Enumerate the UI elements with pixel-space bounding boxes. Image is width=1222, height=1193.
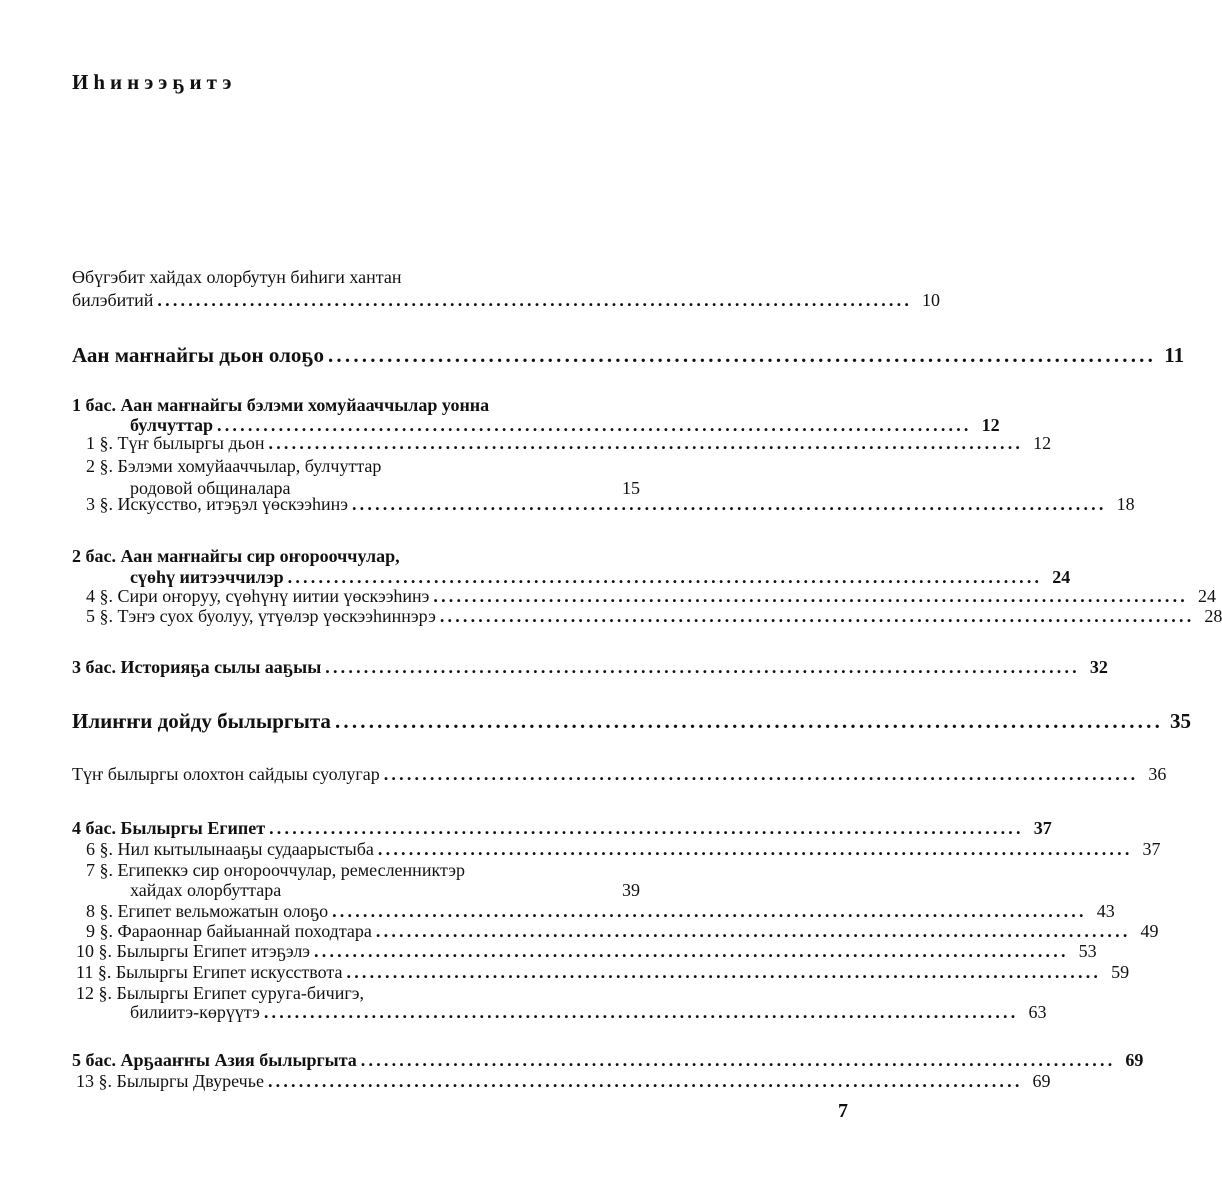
- dot-leader: ..................................................................................................: [433, 586, 1189, 606]
- toc-section-7-title[interactable]: [86, 859, 465, 881]
- dot-leader: ..................................................................................................: [360, 1050, 1116, 1070]
- section-number: 10 §.: [76, 941, 112, 961]
- toc-page-number: 69: [1032, 1071, 1051, 1091]
- section-title: Искусство, итэҕэл үөскээһинэ: [117, 494, 348, 514]
- section-title: Нил кытылынааҕы судаарыстыба: [117, 839, 374, 859]
- dot-leader: ..................................................................................................: [346, 962, 1102, 982]
- section-number: 5 §.: [86, 606, 113, 626]
- dot-leader: ..................................................................................................: [377, 839, 1133, 859]
- section-title-cont: билиитэ-көрүүтэ: [130, 1002, 260, 1022]
- dot-leader: ..................................................................................................: [157, 290, 913, 310]
- section-number: 6 §.: [86, 839, 113, 859]
- toc-page-number: 28: [1204, 606, 1222, 626]
- dot-leader: ..................................................................................................: [327, 343, 1157, 367]
- toc-section-12[interactable]: [130, 1001, 1047, 1023]
- section-number: 1 §.: [86, 433, 113, 453]
- toc-section-6[interactable]: [86, 838, 1161, 860]
- section-number: 4 §.: [86, 586, 113, 606]
- toc-section-10[interactable]: [76, 940, 1097, 962]
- toc-page-number: 12: [981, 415, 1000, 435]
- toc-chapter-title: 3 бас. Историяҕа сылы ааҕыы: [72, 657, 322, 677]
- toc-section-2-title[interactable]: [86, 455, 381, 477]
- section-number: 3 §.: [86, 494, 113, 514]
- dot-leader: ..................................................................................................: [314, 941, 1069, 961]
- dot-leader: ..................................................................................................: [287, 567, 1043, 587]
- toc-section-13[interactable]: [76, 1070, 1051, 1092]
- toc-page-number: 15: [622, 478, 640, 498]
- section-title: Былыргы Египет искусствота: [115, 962, 343, 982]
- dot-leader: ..................................................................................................: [267, 1071, 1023, 1091]
- toc-page-number: 10: [922, 290, 941, 310]
- section-title: Сири оҥоруу, сүөһүнү иитии үөскээһинэ: [117, 586, 430, 606]
- toc-entry-intro[interactable]: [72, 289, 941, 311]
- section-number: 7 §.: [86, 860, 113, 880]
- section-number: 9 §.: [86, 921, 113, 941]
- section-title-cont: хайдах олорбуттара: [130, 880, 282, 900]
- dot-leader: ..................................................................................................: [334, 709, 1164, 733]
- toc-page-number: 32: [1089, 657, 1108, 677]
- toc-page-number: 43: [1096, 901, 1115, 921]
- toc-page-number: 37: [1142, 839, 1161, 859]
- section-title: Былыргы Египет итэҕэлэ: [116, 941, 311, 961]
- page-title: Иһинээҕитэ: [72, 70, 237, 94]
- toc-section-1[interactable]: [86, 432, 1052, 454]
- dot-leader: ..................................................................................................: [332, 901, 1087, 921]
- section-title: Былыргы Египет суруга-бичигэ,: [116, 983, 364, 1003]
- toc-page-number: 12: [1033, 433, 1052, 453]
- toc-section-8[interactable]: [86, 900, 1115, 922]
- toc-page-number: 39: [622, 880, 640, 900]
- dot-leader: ..................................................................................................: [263, 1002, 1019, 1022]
- toc-page-number: 11: [1164, 343, 1185, 367]
- dot-leader: ..................................................................................................: [325, 657, 1080, 677]
- section-title: Тэҥэ суох буолуу, үтүөлэр үөскээһиннэрэ: [117, 606, 436, 626]
- section-title: Египеккэ сир оҥорооччулар, ремесленниктэр: [117, 860, 465, 880]
- toc-part-title: Аан маҥнайгы дьон олоҕо: [72, 343, 324, 367]
- toc-chapter-title-cont: сүөһү иитээччилэр: [130, 567, 284, 587]
- toc-chapter-3[interactable]: [72, 656, 1108, 678]
- toc-chapter-title: 4 бас. Былыргы Египет: [72, 818, 266, 838]
- section-title: Египет вельможатын олоҕо: [117, 901, 329, 921]
- toc-section-9[interactable]: [86, 920, 1159, 942]
- toc-section-4[interactable]: [86, 585, 1217, 607]
- toc-section-11[interactable]: [76, 961, 1130, 983]
- section-title: Былыргы Двуречье: [116, 1071, 264, 1091]
- toc-page-number: 35: [1170, 709, 1192, 733]
- toc-chapter-1-title[interactable]: 1 бас. Аан маҥнайгы бэлэми хомуйааччылар уонна: [72, 395, 490, 415]
- section-title: Түҥ былыргы дьон: [117, 433, 265, 453]
- toc-entry-plain[interactable]: [72, 763, 1167, 785]
- dot-leader: ..................................................................................................: [439, 606, 1195, 626]
- section-number: 13 §.: [76, 1071, 112, 1091]
- toc-page-number: 24: [1198, 586, 1217, 606]
- toc-chapter-2-title[interactable]: 2 бас. Аан маҥнайгы сир оҥорооччулар,: [72, 546, 400, 566]
- dot-leader: ..................................................................................................: [269, 818, 1024, 838]
- toc-page-number: 37: [1033, 818, 1052, 838]
- section-title-cont: родовой общиналара: [130, 478, 291, 498]
- section-number: 12 §.: [76, 983, 112, 1003]
- toc-chapter-title-cont: булчуттар: [130, 415, 214, 435]
- page-number: 7: [838, 1100, 848, 1122]
- toc-entry-title: Түҥ былыргы олохтон сайдыы суолугар: [72, 764, 380, 784]
- section-title: Фараоннар байыаннай походтара: [117, 921, 372, 941]
- toc-chapter-title: 5 бас. Арҕааҥҥы Азия былыргыта: [72, 1050, 357, 1070]
- toc-page-number: 53: [1078, 941, 1097, 961]
- toc-page-number: 36: [1148, 764, 1167, 784]
- toc-section-5[interactable]: [86, 605, 1222, 627]
- dot-leader: ..................................................................................................: [351, 494, 1107, 514]
- toc-page-number: 24: [1052, 567, 1071, 587]
- section-number: 11 §.: [76, 962, 112, 982]
- section-number: 8 §.: [86, 901, 113, 921]
- dot-leader: ..................................................................................................: [375, 921, 1131, 941]
- toc-chapter-5[interactable]: [72, 1049, 1144, 1071]
- toc-section-7[interactable]: [130, 879, 640, 901]
- dot-leader: ..................................................................................................: [268, 433, 1024, 453]
- toc-chapter-4[interactable]: [72, 817, 1052, 839]
- intro-line-1: Өбүгэбит хайдах олорбутун биһиги хантан: [72, 267, 402, 287]
- toc-part-1[interactable]: [72, 343, 1185, 367]
- toc-part-2[interactable]: [72, 709, 1192, 733]
- toc-page-number: 59: [1111, 962, 1130, 982]
- toc-part-title: Илиҥҥи дойду былыргыта: [72, 709, 331, 733]
- toc-page-number: 49: [1140, 921, 1159, 941]
- toc-section-3[interactable]: [86, 493, 1135, 515]
- toc-page-number: 69: [1125, 1050, 1144, 1070]
- intro-line-2: билэбитий: [72, 290, 154, 310]
- section-title: Бэлэми хомуйааччылар, булчуттар: [117, 456, 382, 476]
- dot-leader: ..................................................................................................: [383, 764, 1139, 784]
- dot-leader: ..................................................................................................: [217, 415, 972, 435]
- toc-page-number: 18: [1116, 494, 1135, 514]
- section-number: 2 §.: [86, 456, 113, 476]
- toc-page-number: 63: [1028, 1002, 1047, 1022]
